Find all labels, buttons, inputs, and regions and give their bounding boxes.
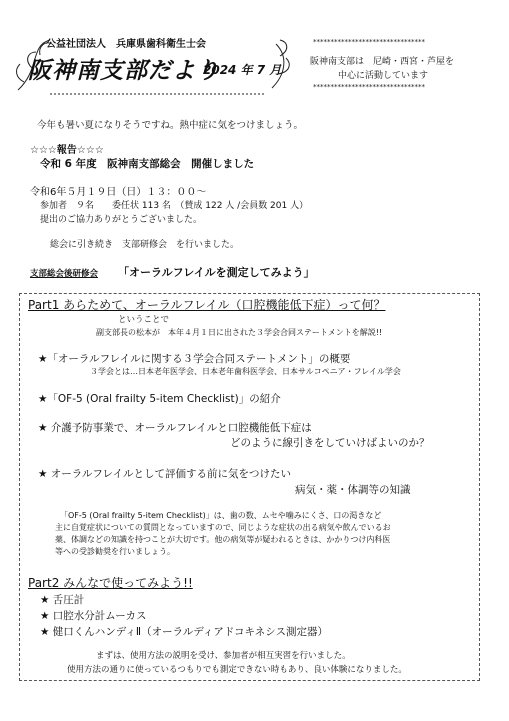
intro-text: 今年も暑い夏になりそうですね。熱中症に気をつけましょう。 — [37, 120, 304, 131]
organization-name: 公益社団法人 兵庫県歯科衛生士会 — [46, 39, 206, 50]
part1-paragraph-line3: 薬、体調などの知識を持つことが大切です。他の病気等が疑われるときは、かかりつけ内科医 — [55, 535, 391, 544]
part1-bullet-knowledge-b: 病気・薬・体調等の知識 — [295, 484, 411, 496]
part2-paragraph-line2: 使用方法の通りに使っているつもりでも測定できない時もあり、良い体験になりました。 — [67, 665, 407, 675]
report-heading: ☆☆☆報告☆☆☆ — [30, 145, 104, 156]
report-followup: 総会に引き続き 支部研修会 を行いました。 — [50, 240, 240, 250]
newsletter-title: 阪神南支部だより — [28, 57, 220, 84]
part2-paragraph-line1: まずは、使用方法の説明を受け、参加者が相互実習を行いました。 — [96, 651, 351, 661]
part1-bullet-prevention-b: どのように線引きをしていけばよいのか？ — [230, 437, 430, 449]
branch-note-line1: 阪神南支部は 尼崎・西宮・芦屋を — [310, 57, 455, 67]
report-title: 令和 6 年度 阪神南支部総会 開催しました — [40, 158, 255, 170]
part2-item-tongue-pressure: ★ 舌圧計 — [40, 594, 85, 606]
part1-paragraph-line2: 主に自覚症状についての質問となっていますので、同じような症状の出る病気や飲んでいるお — [55, 523, 391, 532]
part2-item-kenkoukun: ★ 健口くんハンディⅡ（オーラルディアドコキネシス測定器） — [40, 626, 328, 638]
seminar-title: 「オーラルフレイルを測定してみよう」 — [118, 266, 315, 279]
part1-bullet-knowledge-a: ★ オーラルフレイルとして評価する前に気をつけたい — [38, 468, 291, 480]
seminar-label: 支部総会後研修会 — [30, 269, 99, 279]
part1-bullet-statement-sub: ３学会とは…日本老年医学会、日本老年歯科医学会、日本サルコペニア・フレイル学会 — [90, 367, 401, 376]
part2-item-mucus: ★ 口腔水分計ムーカス — [40, 610, 147, 622]
report-attendance: 参加者 ９名 委任状 113 名 （賛成 122 人 /会員数 201 人） — [40, 201, 309, 211]
part1-bullet-of5: ★「OF-5 (Oral frailty 5-item Checklist)」の紹介 — [38, 393, 281, 405]
part2-heading: Part2 みんなで使ってみよう!! — [28, 576, 193, 590]
part1-bullet-statement: ★「オーラルフレイルに関する３学会合同ステートメント」の概要 — [38, 353, 351, 365]
branch-note-line2: 中心に活動しています — [338, 71, 429, 81]
part1-intro-line2: 副支部長の松本が 本年４月１日に出された３学会合同ステートメントを解説!! — [96, 328, 383, 337]
part1-heading: Part1 あらためて、オーラルフレイル（口腔機能低下症）って何？ — [28, 298, 386, 312]
note-stars-bottom: ******************************** — [313, 83, 425, 91]
note-stars-top: ******************************** — [313, 38, 425, 46]
issue-date: 2024 年 7 月 — [203, 63, 282, 77]
part1-paragraph-line1: 「OF-5 (Oral frailty 5-item Checklist)」は、歯の数、ムセや噛みにくさ、口の渇きなど — [60, 511, 382, 520]
report-date: 令和6年５月１９日（日）１３：００〜 — [30, 187, 207, 198]
part1-bullet-prevention-a: ★ 介護予防事業で、オーラルフレイルと口腔機能低下症は — [38, 422, 312, 434]
part1-paragraph-line4: 等への受診勧奨を行いましょう。 — [55, 547, 175, 556]
report-thanks: 提出のご協力ありがとうございました。 — [40, 215, 203, 225]
part1-intro-line1: ということで — [118, 315, 170, 325]
